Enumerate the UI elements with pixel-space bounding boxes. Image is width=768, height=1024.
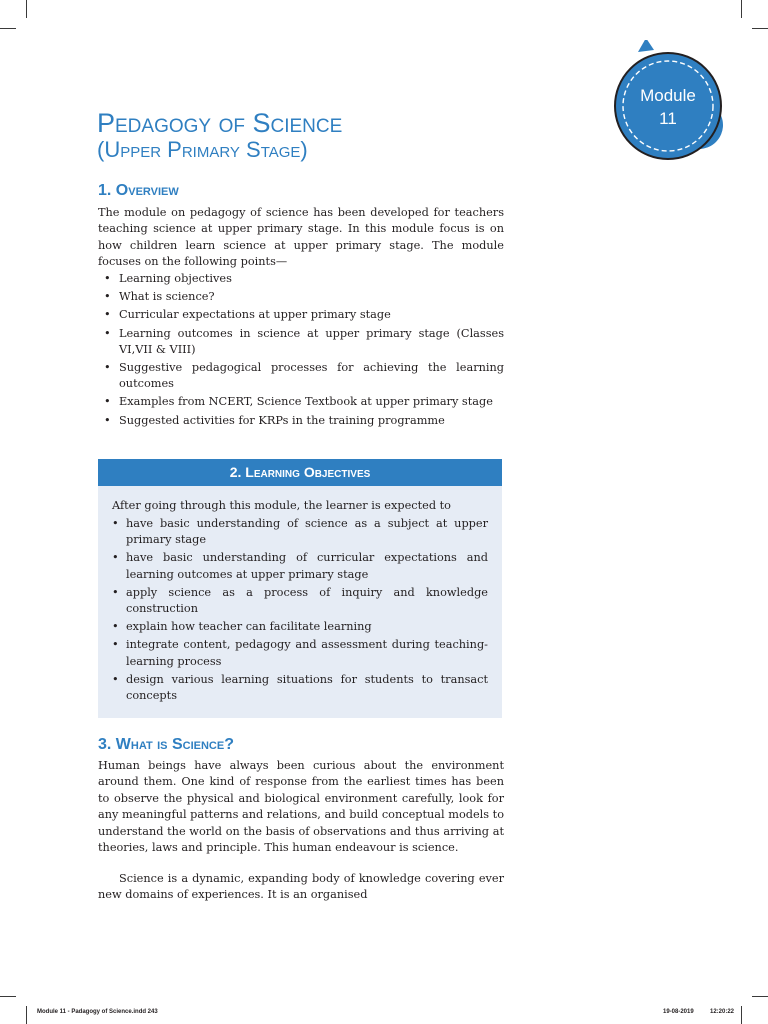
section-heading-objectives: 2. Learning Objectives bbox=[98, 459, 502, 486]
bullet-icon: • bbox=[112, 551, 119, 565]
crop-mark bbox=[752, 996, 768, 997]
section-heading-overview: 1. Overview bbox=[98, 182, 179, 199]
list-item bbox=[104, 271, 504, 287]
crop-mark bbox=[0, 996, 16, 997]
bullet-icon: • bbox=[112, 620, 119, 634]
list-item-text: have basic understanding of science as a subject at upper primary stage bbox=[126, 517, 488, 547]
bullet-icon: • bbox=[104, 326, 111, 340]
crop-mark bbox=[741, 1006, 742, 1024]
list-item-text: Examples from NCERT, Science Textbook at upper primary stage bbox=[119, 395, 493, 409]
footer-time: 12:20:22 bbox=[710, 1009, 735, 1015]
list-item-text: Learning objectives bbox=[119, 272, 232, 285]
list-item bbox=[104, 289, 504, 305]
list-item bbox=[104, 413, 504, 429]
list-item-text: Suggested activities for KRPs in the training programme bbox=[119, 413, 445, 427]
bullet-icon: • bbox=[104, 308, 111, 322]
title-line-1: Pedagogy of Science bbox=[97, 108, 343, 138]
bullet-icon: • bbox=[112, 672, 119, 686]
module-badge-label bbox=[610, 84, 726, 130]
list-item bbox=[104, 326, 504, 358]
list-item bbox=[112, 672, 488, 704]
list-item bbox=[104, 360, 504, 392]
list-item bbox=[112, 516, 488, 548]
list-item-text: What is science? bbox=[119, 290, 215, 304]
list-item bbox=[104, 394, 504, 410]
crop-mark bbox=[0, 28, 16, 29]
list-item-text: have basic understanding of curricular expectations and learning outcomes at upper primary stage bbox=[126, 551, 488, 581]
list-item-text: integrate content, pedagogy and assessment during teaching-learning process bbox=[126, 638, 488, 668]
science-paragraph-1: Human beings have always been curious about the environment around them. One kind of response from the earliest times has been to observe the physical and biological environment carefully, look for any meaningful patterns and relations, and build conceptual models to understand the world on the basis of observations and thus arriving at theories, laws and principle. This human endeavour is science. bbox=[98, 759, 505, 855]
bullet-icon: • bbox=[104, 361, 111, 375]
objectives-intro: After going through this module, the learner is expected to bbox=[112, 499, 451, 512]
bullet-icon: • bbox=[112, 517, 119, 530]
section-heading-science: 3. What is Science? bbox=[98, 736, 234, 753]
science-paragraph-2: Science is a dynamic, expanding body of knowledge covering ever new domains of experiences. It is an organised bbox=[98, 872, 504, 902]
bullet-icon: • bbox=[104, 272, 111, 285]
list-item-text: explain how teacher can facilitate learning bbox=[126, 620, 372, 634]
crop-mark bbox=[26, 1006, 27, 1024]
title-line-2: (Upper Primary Stage) bbox=[97, 137, 308, 163]
bullet-icon: • bbox=[104, 395, 111, 409]
list-item-text: design various learning situations for students to transact concepts bbox=[126, 672, 488, 703]
list-item bbox=[112, 637, 488, 669]
list-item bbox=[112, 585, 488, 617]
crop-mark bbox=[741, 0, 742, 18]
badge-line-2: 11 bbox=[659, 109, 677, 128]
bullet-icon: • bbox=[112, 585, 119, 599]
badge-line-1: Module bbox=[640, 86, 696, 105]
footer-file-name: Module 11 - Padagogy of Science.indd 243 bbox=[37, 1009, 158, 1015]
footer-date: 19-08-2019 bbox=[663, 1009, 694, 1015]
overview-list bbox=[104, 271, 504, 431]
list-item-text: apply science as a process of inquiry and knowledge construction bbox=[126, 585, 488, 616]
bullet-icon: • bbox=[112, 638, 119, 652]
list-item bbox=[104, 307, 504, 323]
crop-mark bbox=[752, 28, 768, 29]
list-item-text: Learning outcomes in science at upper primary stage (Classes VI,VII & VIII) bbox=[119, 326, 504, 356]
crop-mark bbox=[26, 0, 27, 18]
page-title bbox=[97, 108, 342, 163]
list-item-text: Curricular expectations at upper primary stage bbox=[119, 308, 391, 322]
bullet-icon: • bbox=[104, 413, 111, 427]
list-item bbox=[112, 619, 488, 635]
list-item bbox=[112, 550, 488, 582]
overview-intro: The module on pedagogy of science has been developed for teachers teaching science at upper primary stage. In this module focus is on how children learn science at upper primary stage. The module focuses on the following points— bbox=[98, 206, 504, 269]
bullet-icon: • bbox=[104, 290, 111, 304]
objectives-list bbox=[112, 516, 488, 706]
list-item-text: Suggestive pedagogical processes for achieving the learning outcomes bbox=[119, 361, 504, 391]
